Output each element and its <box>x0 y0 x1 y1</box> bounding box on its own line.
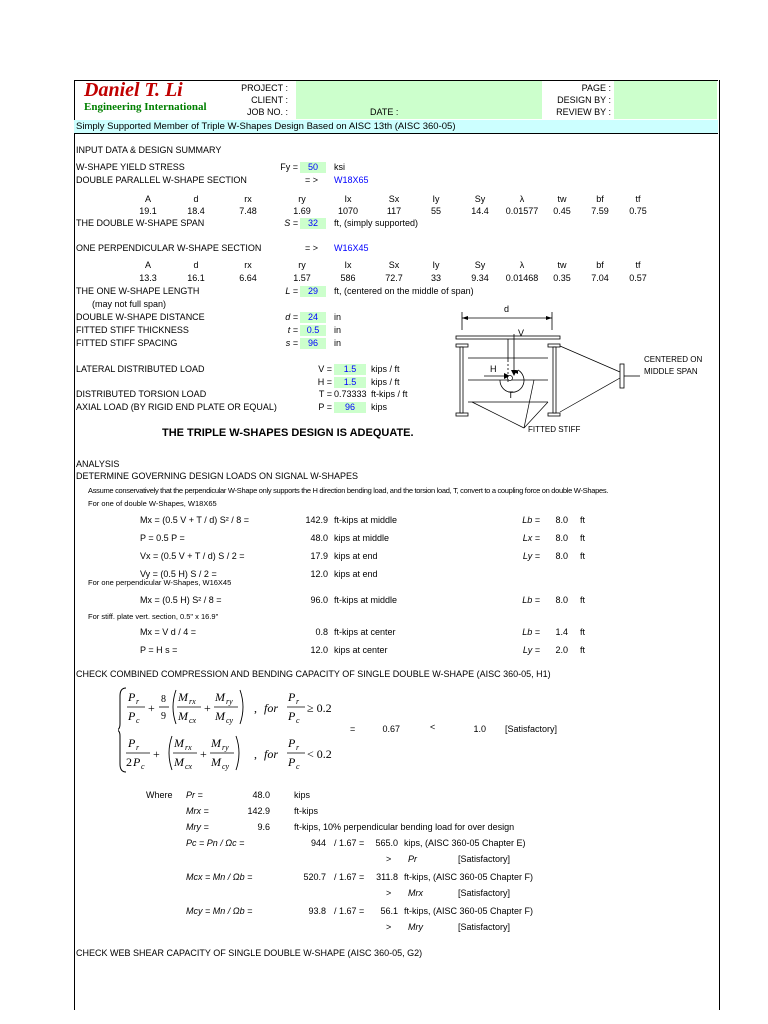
dist-input[interactable]: 24 <box>300 312 326 323</box>
eq-lt: < 0.2 <box>307 747 332 761</box>
cap-status: [Satisfactory] <box>458 888 511 898</box>
perp-section-label: ONE PERPENDICULAR W-SHAPE SECTION <box>76 243 262 253</box>
spc-label: FITTED STIFF SPACING <box>76 338 178 348</box>
where-value: 48.0 <box>252 790 270 800</box>
cap-unit: ft-kips, (AISC 360-05 Chapter F) <box>404 906 534 916</box>
svg-text:P: P <box>288 690 296 704</box>
prop-header: Ix <box>344 260 352 270</box>
perp-section-value[interactable]: W16X45 <box>334 243 369 253</box>
prop-value: 117 <box>386 206 402 216</box>
cap-unit: kips, (AISC 360-05 Chapter E) <box>404 838 526 848</box>
prop-header: Sx <box>388 260 400 270</box>
eq-for-2: for <box>264 747 279 761</box>
load-unit: ft-kips at center <box>334 627 396 637</box>
company-name: Daniel T. Li <box>84 79 183 101</box>
where-label: Where <box>146 790 173 800</box>
load-value: 12.0 <box>310 645 328 655</box>
load-length-unit: ft <box>580 595 586 605</box>
cap-result: 311.8 <box>376 872 398 882</box>
company-subtitle: Engineering International <box>84 101 207 113</box>
cap-divisor: / 1.67 = <box>334 838 365 848</box>
page-input-area[interactable] <box>614 81 717 119</box>
prop-header: tw <box>557 194 567 204</box>
svg-text:cx: cx <box>185 762 193 771</box>
cap-compare-symbol: Mry <box>408 922 423 932</box>
prop-header: tf <box>635 260 641 270</box>
dist-symbol: d = <box>285 312 298 322</box>
span-symbol: S = <box>284 218 298 228</box>
svg-text:M: M <box>178 690 188 704</box>
load-value: 12.0 <box>310 569 328 579</box>
load-value: 96.0 <box>310 595 328 605</box>
svg-text:M: M <box>215 709 225 723</box>
gov-heading: DETERMINE GOVERNING DESIGN LOADS ON SIGNAL W-SHAPES <box>76 471 359 481</box>
svg-text:+: + <box>204 701 211 715</box>
load-value: 48.0 <box>310 533 328 543</box>
dist-unit: in <box>334 312 342 322</box>
prop-header: ry <box>298 260 306 270</box>
prop-header: A <box>144 194 151 204</box>
load-length-unit: ft <box>580 551 586 561</box>
designby-label: DESIGN BY : <box>557 95 611 105</box>
prop-value: 7.48 <box>239 206 257 216</box>
prop-header: tf <box>635 194 641 204</box>
load-formula: Mx = V d / 4 = <box>140 627 197 637</box>
prop-value: 0.75 <box>629 206 647 216</box>
load-length-value: 8.0 <box>555 595 568 605</box>
load-unit: kips at middle <box>334 533 390 543</box>
cap-status: [Satisfactory] <box>458 854 511 864</box>
len-symbol: L = <box>285 286 298 296</box>
cap-status: [Satisfactory] <box>458 922 511 932</box>
svg-text:P: P <box>133 755 141 769</box>
lat-label: LATERAL DISTRIBUTED LOAD <box>76 364 205 374</box>
prop-header: λ <box>519 194 525 204</box>
prop-header: bf <box>596 194 604 204</box>
where-unit: ft-kips <box>294 806 319 816</box>
prop-value: 16.1 <box>187 273 205 283</box>
input-heading: INPUT DATA & DESIGN SUMMARY <box>76 145 222 155</box>
tor-label: DISTRIBUTED TORSION LOAD <box>76 389 207 399</box>
check-heading: CHECK COMBINED COMPRESSION AND BENDING CAPACITY OF SINGLE DOUBLE W-SHAPE (AISC 360-05, H1) <box>76 669 551 679</box>
reviewby-label: REVIEW BY : <box>556 107 611 117</box>
prop-header: A <box>144 260 151 270</box>
svg-text:+: + <box>148 701 155 715</box>
svg-text:ry: ry <box>226 697 233 706</box>
yield-label: W-SHAPE YIELD STRESS <box>76 162 185 172</box>
dbl-arrow: = > <box>305 175 319 185</box>
prop-value: 14.4 <box>471 206 489 216</box>
cap-compare-symbol: Pr <box>408 854 417 864</box>
cap-compare: > <box>386 888 392 898</box>
load-length-unit: ft <box>580 515 586 525</box>
prop-value: 13.3 <box>139 273 157 283</box>
load-length-symbol: Lx = <box>522 533 540 543</box>
cap-compare: > <box>386 854 392 864</box>
load-length-value: 8.0 <box>555 551 568 561</box>
jobno-label: JOB NO. : <box>246 107 288 117</box>
len-input[interactable]: 29 <box>300 286 326 297</box>
sheet-title-bar <box>74 120 718 134</box>
span-unit: ft, (simply supported) <box>334 218 419 228</box>
where-value: 9.6 <box>257 822 270 832</box>
load-formula: Vy = (0.5 H) S / 2 = <box>140 569 217 579</box>
cap-symbol: Mcx = Mn / Ωb = <box>186 872 253 882</box>
prop-header: Iy <box>432 194 440 204</box>
svg-text:cy: cy <box>222 762 230 771</box>
svg-text:ry: ry <box>222 743 229 752</box>
svg-text:2: 2 <box>126 755 132 769</box>
diagram-v-label: V <box>518 328 525 338</box>
len-unit: ft, (centered on the middle of span) <box>334 286 474 296</box>
load-value: 17.9 <box>310 551 328 561</box>
where-symbol: Pr = <box>186 790 203 800</box>
load-length-symbol: Ly = <box>522 551 540 561</box>
svg-text:8: 8 <box>161 694 166 705</box>
svg-text:M: M <box>211 736 221 750</box>
diagram-centered-1: CENTERED ON <box>644 355 703 364</box>
cap-unit: ft-kips, (AISC 360-05 Chapter F) <box>404 872 534 882</box>
svg-text:r: r <box>136 743 140 752</box>
cap-result: 565.0 <box>375 838 398 848</box>
svg-text:r: r <box>296 743 300 752</box>
svg-text:rx: rx <box>189 697 196 706</box>
svg-text:P: P <box>128 736 136 750</box>
svg-text:c: c <box>136 716 140 725</box>
load-formula: Mx = (0.5 V + T / d) S² / 8 = <box>140 515 249 525</box>
sheet-title: Simply Supported Member of Triple W-Shapes Design Based on AISC 13th (AISC 360-05) <box>76 121 456 132</box>
cap-compare: > <box>386 922 392 932</box>
svg-text:cy: cy <box>226 716 234 725</box>
svg-text:c: c <box>296 716 300 725</box>
v-input[interactable]: 1.5 <box>334 364 366 375</box>
load-value: 142.9 <box>305 515 328 525</box>
where-symbol: Mrx = <box>186 806 209 816</box>
diagram-fitted: FITTED STIFF <box>528 425 581 434</box>
svg-text:P: P <box>128 690 136 704</box>
len-note: (may not full span) <box>92 299 167 309</box>
prop-header: ry <box>298 194 306 204</box>
diagram-centered-2: MIDDLE SPAN <box>644 367 698 376</box>
load-length-symbol: Lb = <box>522 595 540 605</box>
dist-label: DOUBLE W-SHAPE DISTANCE <box>76 312 205 322</box>
load-value: 0.8 <box>315 627 328 637</box>
svg-text:M: M <box>178 709 188 723</box>
cap-value: 520.7 <box>303 872 326 882</box>
load-length-unit: ft <box>580 627 586 637</box>
assume-note: Assume conservatively that the perpendicular W-Shape only supports the H direction bending load, and the torsion load, T, convert to a coupling force on double W-Shapes. <box>88 486 609 495</box>
load-unit: ft-kips at middle <box>334 515 398 525</box>
where-value: 142.9 <box>247 806 270 816</box>
prop-value: 0.35 <box>553 273 571 283</box>
prop-value: 1.57 <box>293 273 311 283</box>
thk-input[interactable]: 0.5 <box>300 325 326 336</box>
where-unit: ft-kips, 10% perpendicular bending load for over design <box>294 822 515 832</box>
load-length-symbol: Lb = <box>522 515 540 525</box>
cap-value: 93.8 <box>308 906 326 916</box>
eq-comma-1: , <box>254 701 257 715</box>
svg-text:r: r <box>136 697 140 706</box>
svg-text:+: + <box>200 747 207 761</box>
load-length-value: 2.0 <box>555 645 568 655</box>
svg-text:P: P <box>288 736 296 750</box>
load-length-value: 8.0 <box>555 533 568 543</box>
web-heading: CHECK WEB SHEAR CAPACITY OF SINGLE DOUBLE W-SHAPE (AISC 360-05, G2) <box>76 948 423 958</box>
prop-value: 19.1 <box>139 206 157 216</box>
prop-header: Sx <box>388 194 400 204</box>
prop-header: Sy <box>474 194 486 204</box>
where-unit: kips <box>294 790 311 800</box>
svg-text:M: M <box>211 755 221 769</box>
prop-value: 1.69 <box>293 206 311 216</box>
prop-header: rx <box>244 194 252 204</box>
prop-header: d <box>193 260 199 270</box>
eq-result-limit: 1.0 <box>473 724 486 734</box>
svg-text:P: P <box>288 709 296 723</box>
diagram-h-label: H <box>490 364 497 374</box>
cap-symbol: Pc = Pn / Ωc = <box>186 838 245 848</box>
svg-text:P: P <box>128 709 136 723</box>
svg-text:M: M <box>215 690 225 704</box>
svg-text:9: 9 <box>161 711 166 722</box>
section-diagram <box>448 300 716 440</box>
spc-input[interactable]: 96 <box>300 338 326 349</box>
svg-text:M: M <box>174 755 184 769</box>
svg-text:cx: cx <box>189 716 197 725</box>
design-result: THE TRIPLE W-SHAPES DESIGN IS ADEQUATE. <box>162 427 414 439</box>
diagram-d-label: d <box>504 304 510 314</box>
prop-header: Ix <box>344 194 352 204</box>
len-label: THE ONE W-SHAPE LENGTH <box>76 286 200 296</box>
eq-result-lt: < <box>430 722 436 732</box>
for-stiff-note: For stiff. plate vert. section, 0.5" x 16.9" <box>88 612 219 621</box>
eq-result-value: 0.67 <box>382 724 400 734</box>
eq-for-1: for <box>264 701 279 715</box>
p-input[interactable]: 96 <box>334 402 366 413</box>
prop-header: d <box>193 194 199 204</box>
load-formula: Vx = (0.5 V + T / d) S / 2 = <box>140 551 245 561</box>
t-unit: ft-kips / ft <box>371 389 408 399</box>
h-unit: kips / ft <box>371 377 400 387</box>
project-input-area[interactable] <box>296 81 542 119</box>
prop-value: 586 <box>340 273 356 283</box>
load-formula: Mx = (0.5 H) S² / 8 = <box>140 595 222 605</box>
cap-result: 56.1 <box>380 906 398 916</box>
cap-symbol: Mcy = Mn / Ωb = <box>186 906 253 916</box>
h-input[interactable]: 1.5 <box>334 377 366 388</box>
page-label: PAGE : <box>581 83 611 93</box>
prop-value: 1070 <box>337 206 359 216</box>
eq-result-status: [Satisfactory] <box>505 724 558 734</box>
load-unit: ft-kips at middle <box>334 595 398 605</box>
diagram-t-label: T <box>508 390 514 400</box>
client-label: CLIENT : <box>251 95 288 105</box>
load-length-symbol: Ly = <box>522 645 540 655</box>
fy-input[interactable]: 50 <box>300 162 326 173</box>
load-length-value: 8.0 <box>555 515 568 525</box>
ax-label: AXIAL LOAD (BY RIGID END PLATE OR EQUAL) <box>76 402 277 412</box>
prop-header: Sy <box>474 260 486 270</box>
prop-value: 72.7 <box>385 273 403 283</box>
eq-ge: ≥ 0.2 <box>307 701 332 715</box>
v-unit: kips / ft <box>371 364 400 374</box>
svg-text:M: M <box>174 736 184 750</box>
prop-value: 0.45 <box>553 206 571 216</box>
fy-symbol: Fy = <box>280 162 298 172</box>
prop-value: 7.59 <box>591 206 609 216</box>
prop-header: λ <box>519 260 525 270</box>
dbl-section-value[interactable]: W18X65 <box>334 175 369 185</box>
load-length-symbol: Lb = <box>522 627 540 637</box>
cap-divisor: / 1.67 = <box>334 872 365 882</box>
prop-value: 6.64 <box>239 273 257 283</box>
load-unit: kips at end <box>334 569 378 579</box>
prop-header: Iy <box>432 260 440 270</box>
v-symbol: V = <box>318 364 332 374</box>
svg-text:rx: rx <box>185 743 192 752</box>
svg-text:c: c <box>296 762 300 771</box>
prop-value: 0.01468 <box>505 273 539 283</box>
p-symbol: P = <box>318 402 332 412</box>
prop-header: rx <box>244 260 252 270</box>
prop-value: 9.34 <box>471 273 489 283</box>
load-length-value: 1.4 <box>555 627 568 637</box>
span-input[interactable]: 32 <box>300 218 326 229</box>
load-formula: P = 0.5 P = <box>140 533 185 543</box>
svg-text:c: c <box>141 762 145 771</box>
spc-unit: in <box>334 338 342 348</box>
svg-text:P: P <box>288 755 296 769</box>
span-label: THE DOUBLE W-SHAPE SPAN <box>76 218 205 228</box>
t-symbol: T = <box>318 389 332 399</box>
prop-value: 0.57 <box>629 273 647 283</box>
fy-unit: ksi <box>334 162 345 172</box>
prop-value: 55 <box>430 206 441 216</box>
prop-value: 18.4 <box>187 206 205 216</box>
spc-symbol: s = <box>285 338 298 348</box>
project-label: PROJECT : <box>241 83 288 93</box>
thk-label: FITTED STIFF THICKNESS <box>76 325 189 335</box>
for-perp-note: For one perpendicular W-Shapes, W16X45 <box>88 578 232 587</box>
p-unit: kips <box>371 402 388 412</box>
svg-text:r: r <box>296 697 300 706</box>
interaction-equation <box>118 684 348 776</box>
where-symbol: Mry = <box>186 822 209 832</box>
svg-text:+: + <box>153 747 160 761</box>
date-label: DATE : <box>370 107 399 117</box>
t-value: 0.73333 <box>334 389 367 399</box>
eq-comma-2: , <box>254 747 257 761</box>
cap-divisor: / 1.67 = <box>334 906 365 916</box>
load-length-unit: ft <box>580 533 586 543</box>
load-unit: kips at center <box>334 645 388 655</box>
load-unit: kips at end <box>334 551 378 561</box>
thk-unit: in <box>334 325 342 335</box>
prop-value: 33 <box>430 273 441 283</box>
load-length-unit: ft <box>580 645 586 655</box>
prop-header: tw <box>557 260 567 270</box>
for-dbl-note: For one of double W-Shapes, W18X65 <box>88 499 217 508</box>
dbl-section-label: DOUBLE PARALLEL W-SHAPE SECTION <box>76 175 247 185</box>
perp-arrow: = > <box>305 243 319 253</box>
thk-symbol: t = <box>287 325 298 335</box>
eq-equals: = <box>350 724 356 734</box>
analysis-heading: ANALYSIS <box>76 459 120 469</box>
prop-header: bf <box>596 260 604 270</box>
h-symbol: H = <box>317 377 332 387</box>
load-formula: P = H s = <box>140 645 178 655</box>
cap-value: 944 <box>310 838 326 848</box>
prop-value: 7.04 <box>591 273 609 283</box>
prop-value: 0.01577 <box>505 206 539 216</box>
cap-compare-symbol: Mrx <box>408 888 423 898</box>
